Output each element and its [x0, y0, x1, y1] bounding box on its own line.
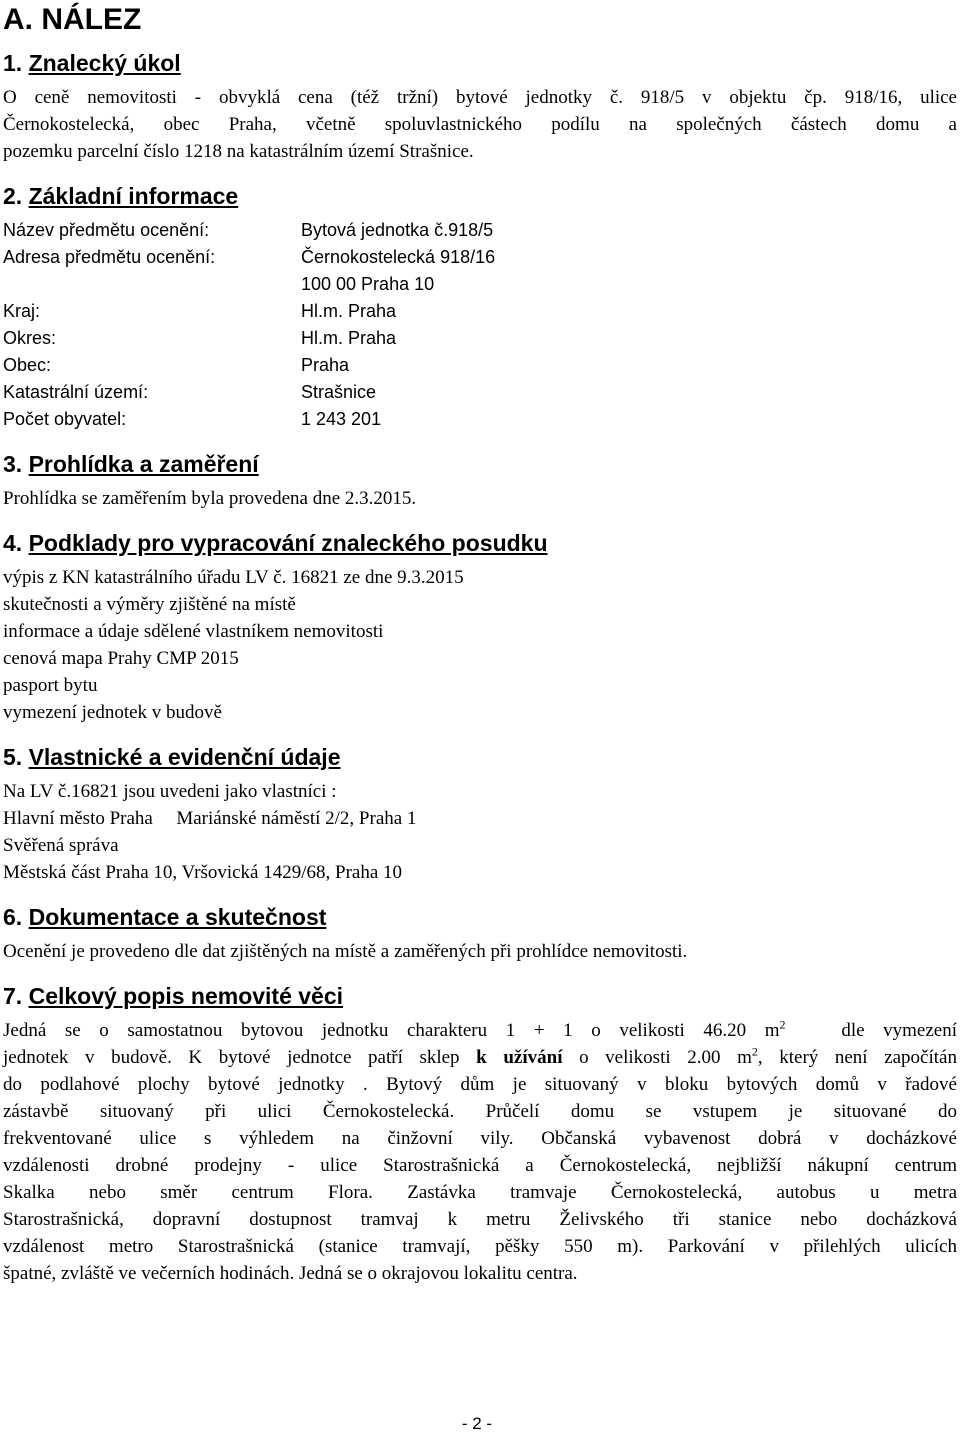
section-7-line: do podlahové plochy bytové jednotky . Bytový dům je situovaný v bloku bytových domů v řadové [3, 1074, 957, 1095]
section-2-heading [3, 181, 957, 211]
section-4-heading [3, 528, 957, 558]
section-1-line: pozemku parcelní číslo 1218 na katastrálním území Strašnice. [3, 141, 474, 162]
owner-address: Mariánské náměstí 2/2, Praha 1 [176, 808, 417, 829]
section-1-title: Znalecký úkol [28, 50, 181, 76]
info-label: Adresa předmětu ocenění: [3, 247, 216, 267]
section-7-line: frekventované ulice s výhledem na činžovní vily. Občanská vybavenost dobrá v docházkové [3, 1128, 957, 1149]
section-7-line: vzdálenost metro Starostrašnická (stanice tramvají, pěšky 550 m). Parkování v přilehlých ulicích [3, 1236, 957, 1257]
info-value: Bytová jednotka č.918/5 [301, 220, 494, 240]
section-5-heading [3, 742, 957, 772]
owner-line [3, 805, 957, 832]
usage-emphasis: k užívání [476, 1047, 563, 1068]
section-7-number: 7. [3, 983, 23, 1009]
section-6-number: 6. [3, 904, 23, 930]
section-1-number: 1. [3, 50, 23, 76]
info-row [3, 298, 957, 325]
ownership-block [3, 778, 957, 886]
section-1-text [3, 84, 957, 165]
section-4-number: 4. [3, 530, 23, 556]
section-3-text: Prohlídka se zaměřením byla provedena dne 2.3.2015. [3, 488, 417, 509]
section-7-line: zástavbě situovaný při ulici Černokostelecká. Průčelí domu se vstupem je situované do [3, 1101, 957, 1122]
section-6-heading [3, 902, 957, 932]
section-7-line [3, 1044, 957, 1071]
section-6-text: Ocenění je provedeno dle dat zjištěných na místě a zaměřených při prohlídce nemovitosti. [3, 941, 688, 962]
info-table [3, 217, 957, 433]
section-7-line1-b: dle vymezení [785, 1020, 957, 1041]
section-3-title: Prohlídka a zaměření [28, 451, 259, 477]
section-6-title: Dokumentace a skutečnost [28, 904, 327, 930]
source-item: pasport bytu [3, 675, 98, 696]
section-1-line: O ceně nemovitosti - obvyklá cena (též tržní) bytové jednotky č. 918/5 v objektu čp. 918/16, ulice [3, 87, 957, 108]
info-row [3, 217, 957, 244]
area-unit-exponent: 2 [779, 1017, 786, 1032]
owner-admin: Svěřená správa [3, 835, 119, 856]
info-label [3, 271, 301, 298]
info-value: 100 00 Praha 10 [301, 274, 435, 294]
info-value: 1 243 201 [301, 409, 382, 429]
section-7-heading [3, 981, 957, 1011]
section-4-title: Podklady pro vypracování znaleckého posudku [28, 530, 548, 556]
info-label: Obec: [3, 355, 52, 375]
source-item: skutečnosti a výměry zjištěné na místě [3, 594, 296, 615]
owner-name: Hlavní město Praha [3, 808, 153, 829]
info-value: Hl.m. Praha [301, 301, 397, 321]
owner-district: Městská část Praha 10, Vršovická 1429/68, Praha 10 [3, 862, 403, 883]
info-row [3, 379, 957, 406]
section-7-line: špatné, zvláště ve večerních hodinách. Jedná se o okrajovou lokalitu centra. [3, 1263, 578, 1284]
section-7-title: Celkový popis nemovité věci [28, 983, 344, 1009]
section-7-line: Starostrašnická, dopravní dostupnost tramvaj k metru Želivského tři stanice nebo docházková [3, 1209, 957, 1230]
section-3-number: 3. [3, 451, 23, 477]
info-label: Název předmětu ocenění: [3, 220, 210, 240]
section-1-line: Černokostelecká, obec Praha, včetně spoluvlastnického podílu na společných částech domu a [3, 114, 957, 135]
source-item: výpis z KN katastrálního úřadu LV č. 16821 ze dne 9.3.2015 [3, 567, 464, 588]
page-title: A. NÁLEZ [3, 3, 142, 36]
info-value: Strašnice [301, 382, 377, 402]
info-row [3, 271, 957, 298]
section-3-heading [3, 449, 957, 479]
area-unit-exponent: 2 [751, 1044, 758, 1059]
info-value: Hl.m. Praha [301, 328, 397, 348]
info-value: Praha [301, 355, 350, 375]
info-value: Černokostelecká 918/16 [301, 247, 496, 267]
section-7-line2-a: jednotek v budově. K bytové jednotce patří sklep [3, 1047, 477, 1068]
section-7-line [3, 1017, 957, 1044]
info-row [3, 244, 957, 271]
section-7-line2-c: , který není započítán [757, 1047, 957, 1068]
section-5-number: 5. [3, 744, 23, 770]
section-7-line2-b: o velikosti 2.00 m [562, 1047, 752, 1068]
info-label: Okres: [3, 328, 57, 348]
sources-list [3, 564, 957, 726]
section-5-title: Vlastnické a evidenční údaje [28, 744, 341, 770]
source-item: vymezení jednotek v budově [3, 702, 222, 723]
page-number: - 2 - [461, 1414, 493, 1433]
info-label: Kraj: [3, 301, 41, 321]
section-7-line1-a: Jedná se o samostatnou bytovou jednotku charakteru 1 + 1 o velikosti 46.20 m [3, 1020, 780, 1041]
section-2-title: Základní informace [28, 183, 239, 209]
section-1-heading [3, 48, 957, 78]
source-item: informace a údaje sdělené vlastníkem nemovitosti [3, 621, 384, 642]
info-label: Počet obyvatel: [3, 409, 127, 429]
section-7-line: vzdálenosti drobné prodejny - ulice Starostrašnická a Černokostelecká, nejbližší nákupní centrum [3, 1155, 957, 1176]
info-row [3, 352, 957, 379]
document-page [3, 0, 957, 1287]
info-label: Katastrální území: [3, 382, 149, 402]
info-row [3, 406, 957, 433]
info-row [3, 325, 957, 352]
section-7-line: Skalka nebo směr centrum Flora. Zastávka tramvaje Černokostelecká, autobus u metra [3, 1182, 957, 1203]
section-7-text [3, 1017, 957, 1287]
ownership-intro: Na LV č.16821 jsou uvedeni jako vlastníci : [3, 781, 337, 802]
source-item: cenová mapa Prahy CMP 2015 [3, 648, 239, 669]
section-2-number: 2. [3, 183, 23, 209]
